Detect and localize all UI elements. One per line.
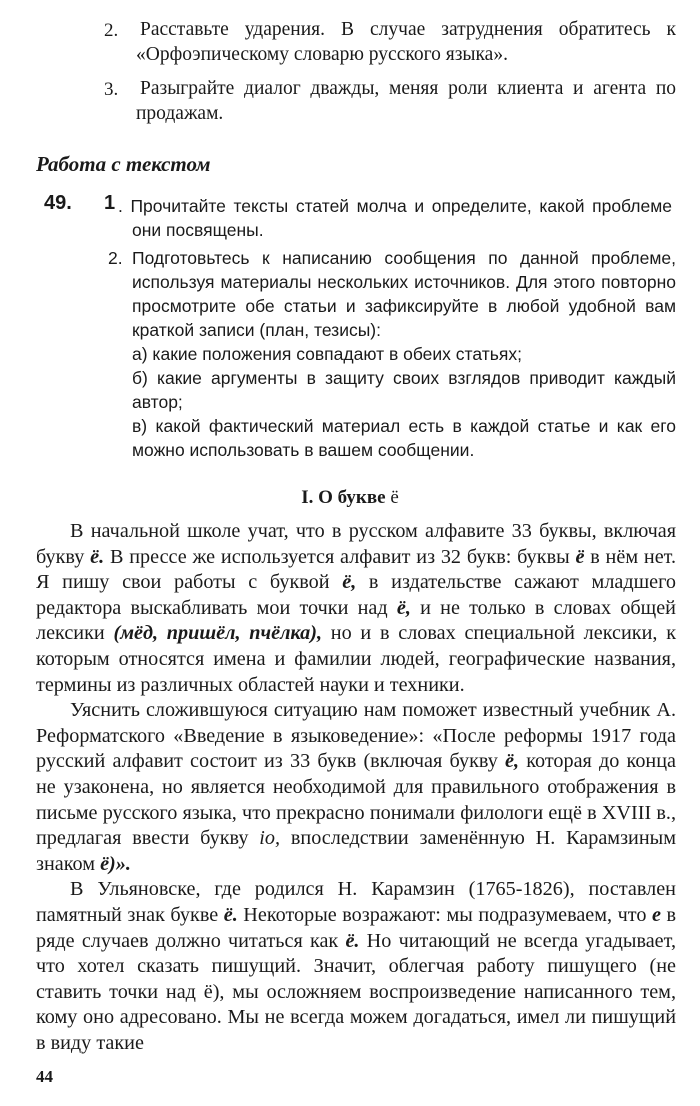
emphasis-letter: ё, xyxy=(396,596,411,619)
item-2-text: Расставьте ударения. В случае затруднения обратитесь к «Орфоэпическому словарю русского языка». xyxy=(136,19,676,65)
emphasis-io: io, xyxy=(259,827,281,850)
item-3-number: 3. xyxy=(104,79,119,100)
section-heading: Работа с текстом xyxy=(36,152,211,176)
emphasis-letter: ё)». xyxy=(100,852,131,875)
article-title-letter: ё xyxy=(390,487,399,508)
task-1-number: 1 xyxy=(104,192,116,214)
item-2-number: 2. xyxy=(104,20,119,41)
emphasis-letter: ё. xyxy=(90,545,105,568)
emphasis-examples: (мёд, пришёл, пчёлка), xyxy=(113,622,323,645)
emphasis-letter: ё. xyxy=(223,903,238,926)
task-2-sub-b: б) какие аргументы в защиту своих взглядов приводит каждый автор; xyxy=(132,368,676,412)
emphasis-letter: ё. xyxy=(345,929,360,952)
task-2-text: Подготовьтесь к написанию сообщения по данной проблеме, используя материалы нескольких источников. Для этого повторно просмотрите обе статьи и зафиксируйте в любой удобной вам краткой записи (план, тезисы): xyxy=(132,248,676,340)
emphasis-letter: ё, xyxy=(505,750,520,773)
task-2-number: 2. xyxy=(108,248,123,268)
article-paragraph-2: Уяснить сложившуюся ситуацию нам поможет известный учебник А. Реформатского «Введение в языковедение»: «После реформы 1917 года русский алфавит состоит из 33 букв (включая букву ё, которая до конца не узаконена, но является необходимой для правильного отображения в письме русского языка, что прекрасно понимали филологи ещё в XVIII в., предлагая ввести букву io, впоследствии заменённую Н. Карамзиным знаком ё)». xyxy=(36,699,676,875)
task-2-sub-a: а) какие положения совпадают в обеих статьях; xyxy=(132,344,522,364)
article-paragraph-3: В Ульяновске, где родился Н. Карамзин (1765-1826), поставлен памятный знак букве ё. Некоторые возражают: мы подразумеваем, что е в ряде случаев должно читаться как ё. Но читающий не всегда угадывает, что хотел сказать пишущий. Значит, облегчая работу пишущего (не ставить точки над ё), мы осложняем воспроизведение написанного тем, кому оно адресовано. Мы не всегда можем догадаться, имел ли пишущий в виду такие xyxy=(36,878,676,1054)
emphasis-letter: е xyxy=(651,903,661,926)
article-title xyxy=(0,487,700,509)
item-3-text: Разыграйте диалог дважды, меняя роли клиента и агента по продажам. xyxy=(136,78,676,124)
article-body xyxy=(36,519,676,1056)
article-title-main: I. О букве xyxy=(301,487,386,508)
task-1-text: . Прочитайте тексты статей молча и определите, какой проблеме они посвящены. xyxy=(118,196,672,240)
exercise-number: 49. xyxy=(44,192,72,214)
page-number: 44 xyxy=(36,1067,53,1086)
task-2-sub-c: в) какой фактический материал есть в каждой статье и как его можно использовать в вашем сообщении. xyxy=(132,416,676,460)
emphasis-letter: ё xyxy=(575,545,585,568)
emphasis-letter: ё, xyxy=(342,571,357,594)
article-paragraph-1: В начальной школе учат, что в русском алфавите 33 буквы, включая букву ё. В прессе же используется алфавит из 32 букв: буквы ё в нём нет. Я пишу свои работы с буквой ё, в издательстве сажают младшего редактора выскабливать мои точки над ё, и не только в словах общей лексики (мёд, пришёл, пчёлка), но и в словах специальной лексики, к которым относятся имена и фамилии людей, географические названия, термины из различных областей науки и техники. xyxy=(36,520,677,696)
